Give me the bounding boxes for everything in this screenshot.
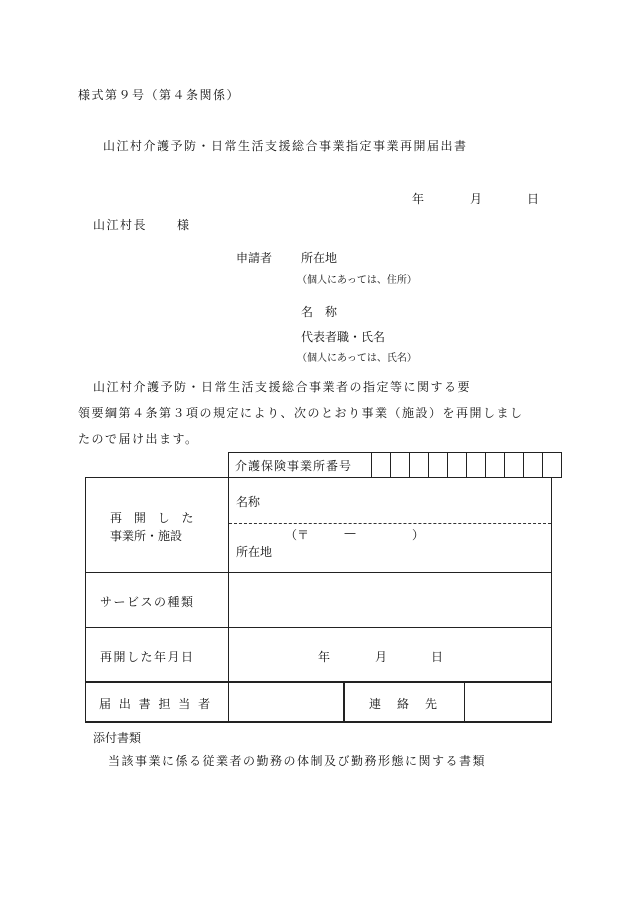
postal-dash: — <box>344 526 356 540</box>
table-row-divider <box>85 627 552 628</box>
body-text-line-2: 領要綱第４条第３項の規定により、次のとおり事業（施設）を再開しまし <box>78 406 524 420</box>
table-column-divider <box>464 682 465 722</box>
date-day-label: 日 <box>527 192 540 206</box>
office-number-digit[interactable] <box>372 453 391 478</box>
attachment-item: 当該事業に係る従業者の勤務の体制及び勤務形態に関する書類 <box>108 754 487 768</box>
contact-person-label: 届 出 書 担 当 者 <box>99 697 213 711</box>
table-border-right <box>551 477 552 722</box>
applicant-address-label: 所在地 <box>301 251 338 265</box>
attachments-label: 添付書類 <box>93 731 142 745</box>
applicant-representative-note: （個人にあっては、氏名） <box>297 353 417 364</box>
postal-prefix: （〒 <box>285 528 310 542</box>
office-number-digit[interactable] <box>486 453 505 478</box>
facility-name-label: 名称 <box>236 495 261 509</box>
office-number-label: 介護保険事業所番号 <box>229 453 372 478</box>
table-column-divider <box>228 477 229 722</box>
office-number-digit[interactable] <box>505 453 524 478</box>
facility-address-label: 所在地 <box>236 545 273 559</box>
office-number-digit[interactable] <box>410 453 429 478</box>
table-border-left <box>85 477 86 722</box>
office-number-digit[interactable] <box>391 453 410 478</box>
date-month-label: 月 <box>470 192 483 206</box>
table-border-bottom <box>85 721 552 723</box>
applicant-representative-label: 代表者職・氏名 <box>301 330 386 344</box>
office-number-digit[interactable] <box>448 453 467 478</box>
reopened-facility-label-2: 事業所・施設 <box>110 529 183 543</box>
reopen-year-label: 年 <box>318 650 331 664</box>
document-title: 山江村介護予防・日常生活支援総合事業指定事業再開届出書 <box>103 139 468 153</box>
office-number-digit[interactable] <box>543 453 562 478</box>
addressee-name: 山江村長 <box>93 218 148 232</box>
table-row-divider <box>85 572 552 573</box>
applicant-name-label: 名 称 <box>301 305 338 319</box>
postal-suffix: ） <box>412 528 425 542</box>
addressee-honorific: 様 <box>177 218 190 232</box>
office-number-digit[interactable] <box>524 453 543 478</box>
office-number-digit[interactable] <box>429 453 448 478</box>
table-column-divider <box>343 682 345 722</box>
date-year-label: 年 <box>412 192 425 206</box>
reopen-date-label: 再開した年月日 <box>100 650 195 664</box>
applicant-address-note: （個人にあっては、住所） <box>297 275 417 286</box>
office-number-digit[interactable] <box>467 453 486 478</box>
reopened-facility-label-1: 再 開 し た <box>110 511 198 525</box>
body-text-line-3: たので届け出ます。 <box>78 432 199 446</box>
service-type-label: サービスの種類 <box>100 595 195 609</box>
name-address-dashed-divider <box>229 523 551 524</box>
form-number: 様式第９号（第４条関係） <box>78 88 241 102</box>
body-text-line-1: 山江村介護予防・日常生活支援総合事業者の指定等に関する要 <box>93 380 472 394</box>
reopen-month-label: 月 <box>375 650 388 664</box>
contact-label: 連 絡 先 <box>369 697 440 711</box>
table-row-divider <box>85 681 552 683</box>
applicant-label: 申請者 <box>236 251 273 265</box>
office-number-table <box>228 452 562 478</box>
reopen-day-label: 日 <box>431 650 444 664</box>
table-border-top <box>85 477 552 478</box>
